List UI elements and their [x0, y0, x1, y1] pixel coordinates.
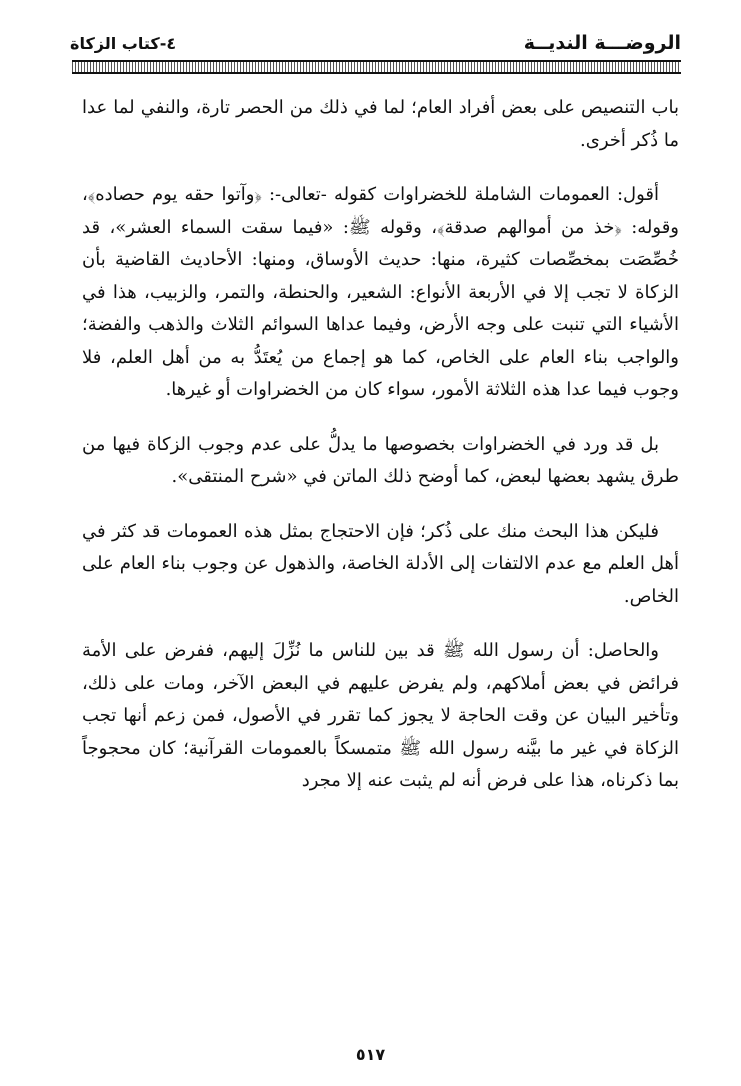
paragraph-3: بل قد ورد في الخضراوات بخصوصها ما يدلُّ على عدم وجوب الزكاة فيها من طرق يشهد بعضها لبعض، كما أوضح ذلك الماتن في «شرح المنتقى».: [82, 433, 679, 487]
paragraph-5: والحاصل: أن رسول الله ﷺ قد بين للناس ما نُزِّلَ إليهم، ففرض على الأمة فرائض في بعض أملاكهم، ولم يفرض عليهم في البعض الآخر، ومات على ذلك، وتأخير البيان عن وقت الحاجة لا يجوز كما تقرر في الأصول، فمن زعم أنها تجب الزكاة في غير ما بيَّنه رسول الله ﷺ متمسكاً بالعمومات القرآنية؛ كان محجوجاً بما ذكرناه، هذا على فرض أنه لم يثبت عنه إلا مجرد: [82, 640, 679, 791]
paragraph-4: فليكن هذا البحث منك على ذُكر؛ فإن الاحتجاج بمثل هذه العمومات قد كثر في أهل العلم مع عدم الالتفات إلى الأدلة الخاصة، والذهول عن وجوب بناء العام على الخاص.: [82, 520, 679, 607]
paragraph-2: أقول: العمومات الشاملة للخضراوات كقوله -تعالى-: ﴿وآتوا حقه يوم حصاده﴾، وقوله: ﴿خذ من أموالهم صدقة﴾، وقوله ﷺ: «فيما سقت السماء العشر»، قد خُصِّصَت بمخصِّصات كثيرة، منها: حديث الأوساق، ومنها: الأحاديث القاضية بأن الزكاة لا تجب إلا في الأربعة الأنواع: الشعير، والحنطة، والتمر، والزبيب، هذا في الأشياء التي تنبت على وجه الأرض، وفيما عداها السوائم الثلاث والذهب والفضة؛ والواجب بناء العام على الخاص، كما هو إجماع من يُعتَدُّ به من أهل العلم، فلا وجوب فيما عدا هذه الثلاثة الأمور، سواء كان من الخضراوات أو غيرها.: [82, 184, 679, 400]
running-header: [70, 30, 681, 60]
book-title: الروضـــة النديــة: [523, 32, 681, 54]
header-rule: [72, 60, 681, 74]
paragraph-1: باب التنصيص على بعض أفراد العام؛ لما في ذلك من الحصر تارة، والنفي لما عدا ما ذُكر أخرى.: [82, 97, 679, 151]
main-text: [82, 92, 679, 820]
chapter-title: ٤-كتاب الزكاة: [70, 34, 177, 53]
page-number: ٥١٧: [355, 1045, 386, 1064]
